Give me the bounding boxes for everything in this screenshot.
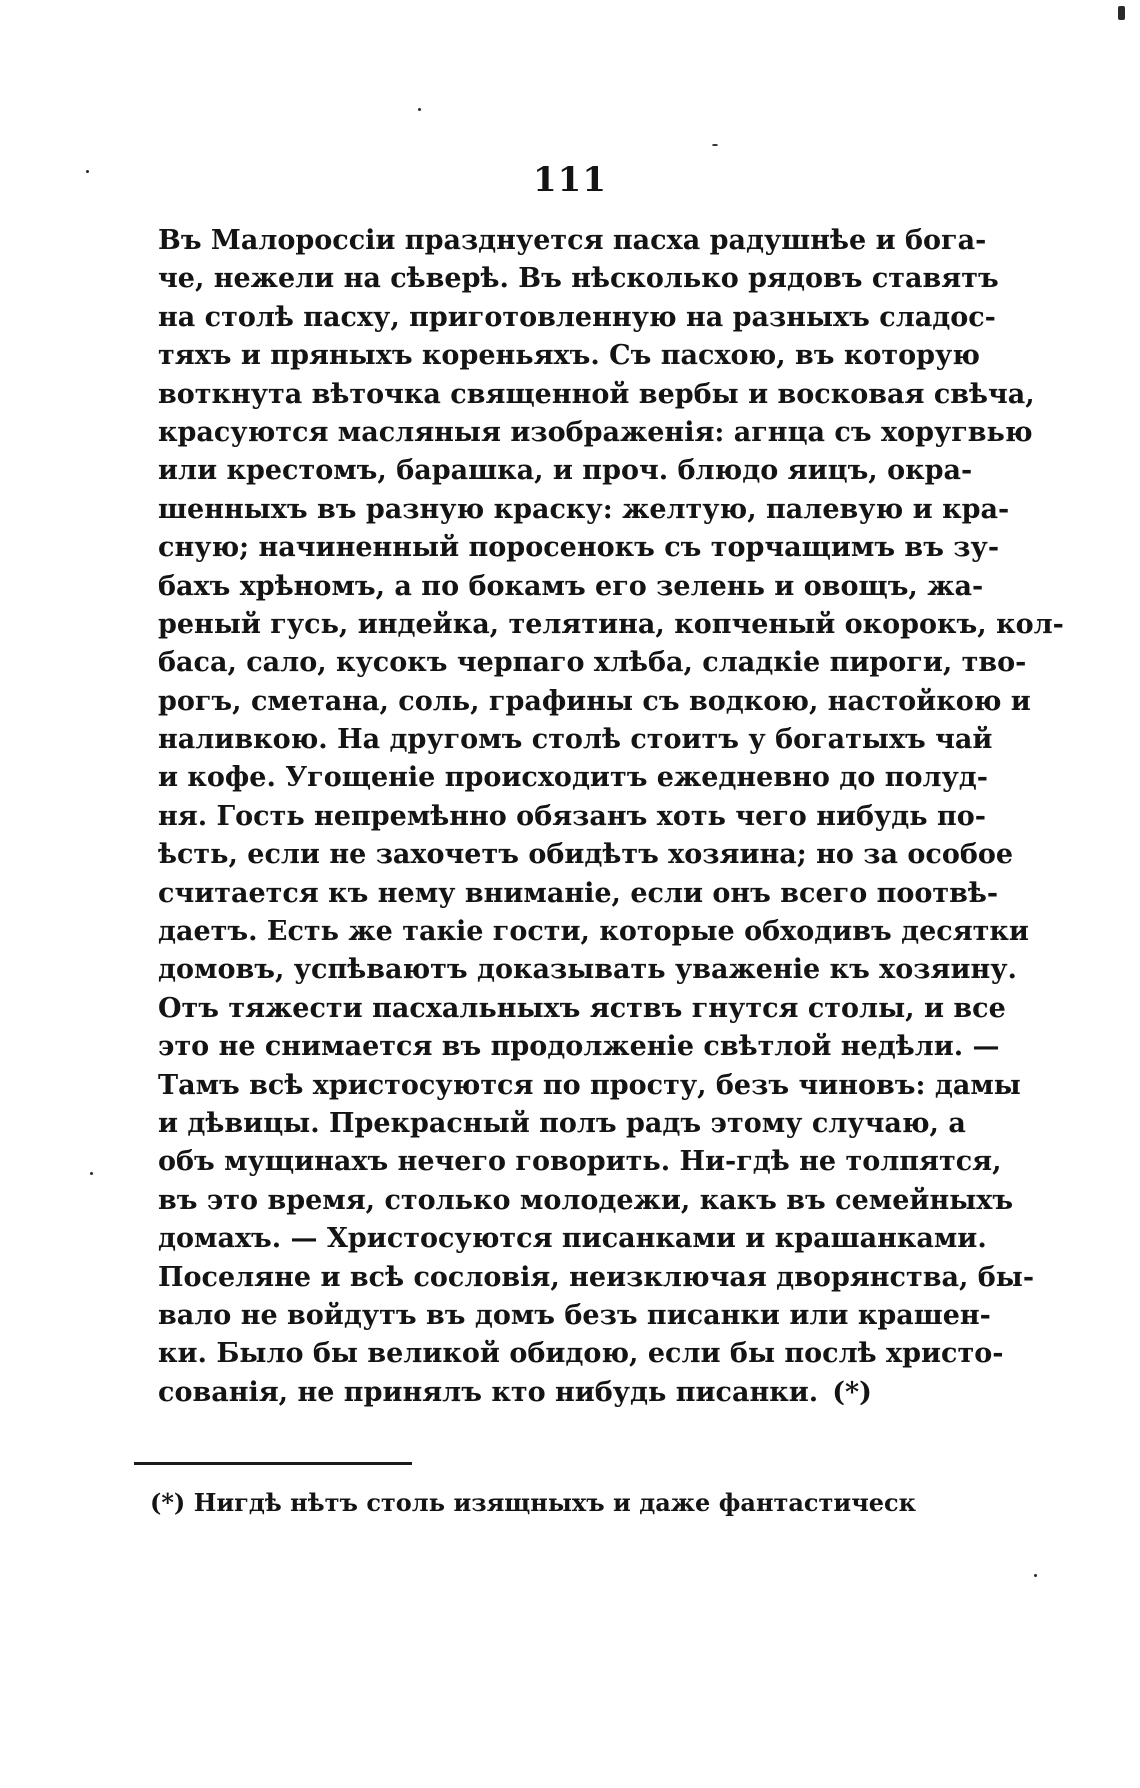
- text-line: Тамъ всѣ христосуются по просту, безъ чиновъ: дамы: [158, 1069, 1021, 1101]
- text-line: это не снимается въ продолженіе свѣтлой недѣли. —: [158, 1031, 1000, 1063]
- scan-speck: [1034, 1574, 1037, 1577]
- text-line: воткнута вѣточка священной вербы и восковая свѣча,: [158, 378, 1035, 410]
- text-line: шенныхъ въ разную краску: желтую, палевую и кра-: [158, 493, 1010, 525]
- text-line: тяхъ и пряныхъ кореньяхъ. Съ пасхою, въ которую: [158, 340, 980, 372]
- text-line: или крестомъ, барашка, и проч. блюдо яицъ, окра-: [158, 455, 973, 487]
- text-line: баса, сало, кусокъ черпаго хлѣба, сладкіе пироги, тво-: [158, 647, 1027, 679]
- text-line: считается къ нему вниманіе, если онъ всего поотвѣ-: [158, 877, 999, 909]
- text-line: и дѣвицы. Прекрасный полъ радъ этому случаю, а: [158, 1107, 966, 1139]
- text-line: вало не войдутъ въ домъ безъ писанки или крашен-: [158, 1299, 991, 1331]
- text-line: домовъ, успѣваютъ доказывать уваженіе къ хозяину.: [158, 954, 1017, 986]
- text-line: рогъ, сметана, соль, графины съ водкою, настойкою и: [158, 685, 1031, 717]
- text-line: и кофе. Угощеніе происходитъ ежедневно до полуд-: [158, 762, 988, 794]
- text-line: красуются масляныя изображенія: агнца съ хоругвью: [158, 416, 1033, 448]
- text-line: ки. Было бы великой обидою, если бы послѣ христо-: [158, 1338, 1004, 1370]
- body-text: [158, 222, 1064, 1412]
- footnote-marker: (*): [832, 1376, 872, 1408]
- text-line: въ это время, столько молодежи, какъ въ семейныхъ: [158, 1184, 1014, 1216]
- text-line: домахъ. — Христосуются писанками и крашанками.: [158, 1223, 987, 1255]
- text-line: Отъ тяжести пасхальныхъ яствъ гнутся столы, и все: [158, 992, 1006, 1024]
- text-line: объ мущинахъ нечего говорить. Ни-гдѣ не толпятся,: [158, 1146, 1002, 1178]
- text-line: Въ Малороссіи празднуется пасха радушнѣе и бога-: [158, 225, 987, 256]
- scan-speck: [90, 1172, 93, 1175]
- scan-speck: [86, 170, 89, 173]
- last-line-text: сованія, не принялъ кто нибудь писанки.: [158, 1376, 819, 1408]
- scan-speck: [1118, 6, 1125, 20]
- footnote-divider: [134, 1462, 412, 1465]
- text-line: реный гусь, индейка, телятина, копченый окорокъ, кол-: [158, 608, 1064, 640]
- text-line: ня. Гость непремѣнно обязанъ хоть чего нибудь по-: [158, 800, 986, 832]
- page-number: 111: [533, 160, 607, 200]
- text-line: Поселяне и всѣ сословія, неизключая дворянства, бы-: [158, 1261, 1035, 1293]
- text-line: ѣсть, если не захочетъ обидѣтъ хозяина; но за особое: [158, 839, 1014, 871]
- text-line: даетъ. Есть же такіе гости, которые обходивъ десятки: [158, 916, 1029, 948]
- text-line: на столѣ пасху, приготовленную на разныхъ сладос-: [158, 301, 996, 333]
- text-line: че, нежели на сѣверѣ. Въ нѣсколько рядовъ ставятъ: [158, 263, 999, 295]
- text-line: бахъ хрѣномъ, а по бокамъ его зелень и овощъ, жа-: [158, 570, 984, 602]
- text-line: наливкою. На другомъ столѣ стоитъ у богатыхъ чай: [158, 724, 993, 756]
- text-line-last: [158, 1374, 916, 1412]
- scan-speck: [418, 108, 421, 111]
- footnote: (*) Нигдѣ нѣтъ столь изящныхъ и даже фантастическ: [150, 1488, 916, 1517]
- text-line: сную; начиненный поросенокъ съ торчащимъ въ зу-: [158, 532, 1000, 564]
- scan-speck: [712, 144, 718, 146]
